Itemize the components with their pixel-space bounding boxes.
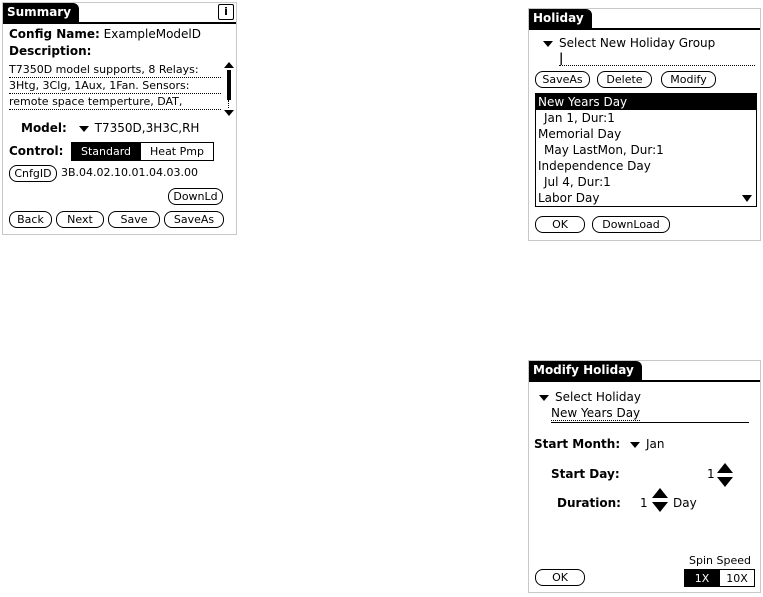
scroll-down-icon[interactable] [742, 195, 752, 202]
summary-titlebar [3, 3, 236, 24]
start-day-label: Start Day: [551, 467, 620, 481]
config-name-value[interactable]: ExampleModelD [103, 27, 202, 41]
control-standard[interactable]: Standard [71, 142, 141, 161]
holiday-ok-button[interactable]: OK [535, 216, 585, 233]
control-heat-pump[interactable]: Heat Pmp [140, 142, 214, 161]
model-selector[interactable]: T7350D,3H3C,RH [79, 121, 200, 135]
model-label: Model: [21, 121, 67, 135]
start-month-label: Start Month: [534, 437, 621, 451]
list-item[interactable]: Jan 1, Dur:1 [544, 111, 615, 125]
chevron-down-icon [543, 41, 553, 47]
next-button[interactable]: Next [56, 211, 104, 228]
duration-stepper[interactable] [652, 488, 668, 514]
description-line: T7350D model supports, 8 Relays: [9, 62, 221, 78]
chevron-down-icon [539, 395, 549, 401]
cnfgid-button[interactable]: CnfgID [9, 165, 57, 182]
list-item[interactable]: May LastMon, Dur:1 [544, 143, 664, 157]
holiday-group-selector[interactable]: Select New Holiday Group [543, 36, 715, 50]
description-label: Description: [9, 44, 92, 58]
holiday-value[interactable]: New Years Day [551, 406, 749, 423]
arrow-up-icon[interactable] [717, 463, 733, 473]
list-item[interactable]: Independence Day [538, 159, 651, 173]
description-scrollbar[interactable] [224, 62, 234, 117]
summary-screen [2, 2, 237, 235]
scroll-up-icon[interactable] [224, 62, 234, 68]
holiday-title: Holiday [529, 9, 592, 28]
duration-value: 1 [640, 496, 648, 510]
duration-unit: Day [673, 496, 697, 510]
holiday-delete-button[interactable]: Delete [597, 71, 652, 88]
back-button[interactable]: Back [9, 211, 52, 228]
duration-label: Duration: [557, 496, 621, 510]
config-name-label: Config Name: [9, 27, 100, 41]
arrow-down-icon[interactable] [717, 477, 733, 487]
holiday-modify-button[interactable]: Modify [661, 71, 716, 88]
holiday-titlebar [529, 9, 760, 30]
scroll-thumb[interactable] [227, 70, 231, 100]
chevron-down-icon [79, 126, 89, 132]
download-button[interactable]: DownLd [168, 188, 223, 205]
spin-speed-1x[interactable]: 1X [684, 569, 720, 587]
arrow-down-icon[interactable] [652, 502, 668, 512]
scroll-down-icon[interactable] [224, 110, 234, 116]
modify-holiday-screen [528, 360, 761, 593]
description-field[interactable] [9, 62, 221, 110]
description-line: 3Htg, 3Clg, 1Aux, 1Fan. Sensors: [9, 78, 221, 94]
control-label: Control: [9, 144, 64, 158]
list-item[interactable]: Memorial Day [538, 127, 622, 141]
save-as-button[interactable]: SaveAs [164, 211, 224, 228]
spin-speed-label: Spin Speed [689, 554, 751, 567]
modify-titlebar [529, 361, 760, 382]
config-name-row [9, 27, 201, 41]
cnfgid-value: 3B.04.02.10.01.04.03.00 [61, 166, 199, 179]
start-day-value: 1 [707, 467, 715, 481]
description-line: remote space temperture, DAT, [9, 94, 221, 110]
start-month-row [534, 437, 664, 451]
holiday-save-as-button[interactable]: SaveAs [535, 71, 590, 88]
holiday-selector[interactable]: Select Holiday [539, 390, 641, 404]
start-month-selector[interactable]: Jan [630, 437, 665, 451]
list-item[interactable]: New Years Day [536, 94, 756, 110]
list-item[interactable]: Jul 4, Dur:1 [544, 175, 611, 189]
model-row [21, 121, 199, 135]
info-icon[interactable]: i [218, 4, 234, 20]
save-button[interactable]: Save [108, 211, 160, 228]
arrow-up-icon[interactable] [652, 488, 668, 498]
holiday-download-button[interactable]: DownLoad [592, 216, 670, 233]
list-item[interactable]: Labor Day [538, 191, 600, 205]
summary-title: Summary [3, 3, 79, 22]
modify-title: Modify Holiday [529, 361, 642, 380]
holiday-group-field[interactable]: | [559, 51, 755, 66]
start-day-stepper[interactable] [717, 463, 733, 489]
scroll-track [228, 100, 231, 108]
holiday-list [535, 93, 757, 207]
spin-speed-10x[interactable]: 10X [719, 569, 755, 587]
modify-ok-button[interactable]: OK [535, 569, 585, 586]
chevron-down-icon [630, 442, 640, 448]
holiday-screen [528, 8, 761, 241]
